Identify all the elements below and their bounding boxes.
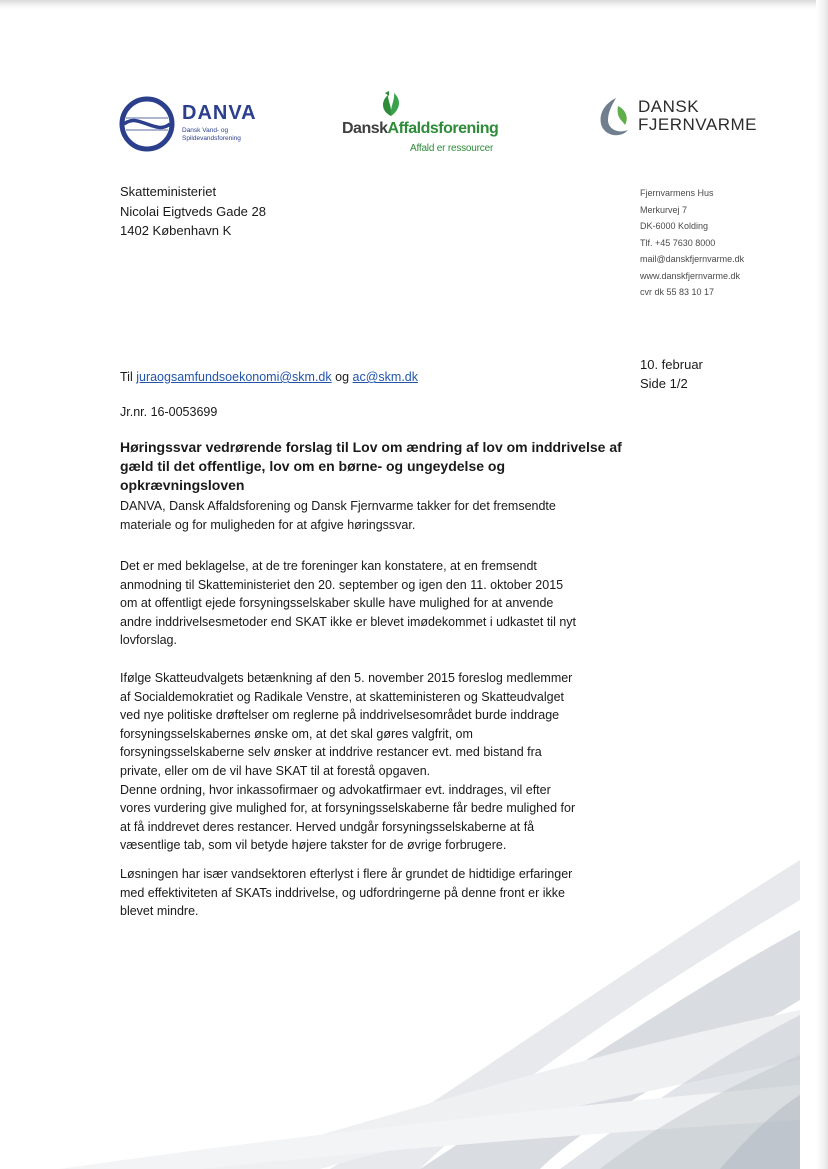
df-name-line: DANSK <box>638 97 700 116</box>
flame-swirl-icon <box>596 96 634 140</box>
text-line: Det er med beklagelse, at de tre foreninger kan konstatere, at en fremsendt <box>120 559 537 573</box>
dansk-affaldsforening-logo <box>340 90 520 158</box>
recycle-leaf-icon <box>376 90 406 118</box>
dansk-fjernvarme-logo <box>596 96 766 142</box>
daf-name-part2: Affaldsforening <box>387 120 499 137</box>
text-line: forsyningsselskaberne selv ønsker at inddrive restancer evt. med bistand fra <box>120 745 542 760</box>
text-line: af Socialdemokratiet og Radikale Venstre, at skatteministeren og Skatteudvalget <box>120 689 565 704</box>
text-line: lovforslag. <box>120 633 177 648</box>
text-line: at få inddrevet deres restancer. Herved undgår forsyningsselskaberne at få <box>120 819 535 834</box>
text-line: private, eller om de vil have SKAT til at forestå opgaven. <box>120 763 431 778</box>
sender-line: mail@danskfjernvarme.dk <box>640 254 745 264</box>
text-line: anmodning til Skatteministeriet den 20. september og igen den 11. oktober 2015 <box>120 577 564 592</box>
to-line <box>120 370 418 384</box>
paragraph-intro <box>120 497 620 534</box>
sender-line: www.danskfjernvarme.dk <box>640 270 741 281</box>
text-line: om at offentligt ejede forsyningsselskaber skulle have mulighed for at anvende <box>120 596 554 611</box>
date-block <box>640 356 703 393</box>
email-link-ac[interactable]: ac@skm.dk <box>352 370 418 384</box>
recipient-address <box>120 182 266 241</box>
text-line: Løsningen har især vandsektoren efterlyst i flere år grundet de hidtidige erfaringer <box>120 867 573 881</box>
to-connector: og <box>335 370 350 384</box>
sender-line: DK-6000 Kolding <box>640 221 709 231</box>
text-line: med effektiviteten af SKATs inddrivelse, og udfordringerne på denne front er ikke <box>120 885 565 900</box>
danva-emblem-icon <box>118 94 178 154</box>
paragraph-3 <box>120 669 620 855</box>
journal-number: Jr.nr. 16-0053699 <box>120 405 218 419</box>
text-line: DANVA, Dansk Affaldsforening og Dansk Fjernvarme takker for det fremsendte <box>120 499 556 513</box>
sender-line: Fjernvarmens Hus <box>640 188 714 198</box>
text-line: Ifølge Skatteudvalgets betænkning af den 5. november 2015 foreslog medlemmer <box>120 671 573 685</box>
letter-date: 10. februar <box>640 357 703 372</box>
df-name-line: FJERNVARME <box>638 115 757 134</box>
text-line: andre inddrivelsesmetoder end SKAT ikke er blevet imødekommet i udkastet til nyt <box>120 614 576 629</box>
text-line: vores vurdering give mulighed for, at forsyningsselskaberne får bedre mulighed for <box>120 801 576 816</box>
sender-line: Tlf. +45 7630 8000 <box>640 237 716 248</box>
sender-line: Merkurvej 7 <box>640 204 688 215</box>
to-prefix: Til <box>120 370 133 384</box>
danva-logo <box>118 94 268 158</box>
letter-heading: Høringssvar vedrørende forslag til Lov om ændring af lov om inddrivelse af gæld til det offentlige, lov om en børne- og ungeydelse og opkrævningsloven <box>120 439 622 493</box>
text-line: Denne ordning, hvor inkassofirmaer og advokatfirmaer evt. inddrages, vil efter <box>120 782 551 797</box>
recipient-line: Nicolai Eigtveds Gade 28 <box>120 203 266 219</box>
sender-address <box>640 185 744 301</box>
text-line: blevet mindre. <box>120 904 199 919</box>
paragraph-2 <box>120 557 620 650</box>
page-indicator: Side 1/2 <box>640 375 688 391</box>
danva-subtitle <box>182 127 272 143</box>
text-line: ved nye politiske drøftelser om reglerne på inddrivelsesområdet burde inddrage <box>120 708 560 723</box>
text-line: materiale og for muligheden for at afgive høringssvar. <box>120 517 416 532</box>
daf-tagline: Affald er ressourcer <box>410 143 494 154</box>
recipient-line: 1402 København K <box>120 223 232 238</box>
recipient-line: Skatteministeriet <box>120 184 217 199</box>
danva-name: DANVA <box>182 102 257 124</box>
df-name <box>638 98 757 134</box>
text-line: forsyningsselskabernes ønske om, at det skal gøres valgfrit, om <box>120 726 473 741</box>
sender-line: cvr dk 55 83 10 17 <box>640 287 715 297</box>
text-line: væsentlige tab, som vil betyde højere takster for de øvrige forbrugere. <box>120 838 507 853</box>
daf-name-part1: Dansk <box>342 120 388 137</box>
email-link-juraogsamfundsoekonomi[interactable]: juraogsamfundsoekonomi@skm.dk <box>136 370 332 384</box>
danva-subtitle-line: Dansk Vand- og <box>182 127 229 134</box>
paragraph-4 <box>120 865 620 921</box>
danva-subtitle-line: Spildevandsforening <box>182 135 241 142</box>
daf-name <box>342 120 498 138</box>
